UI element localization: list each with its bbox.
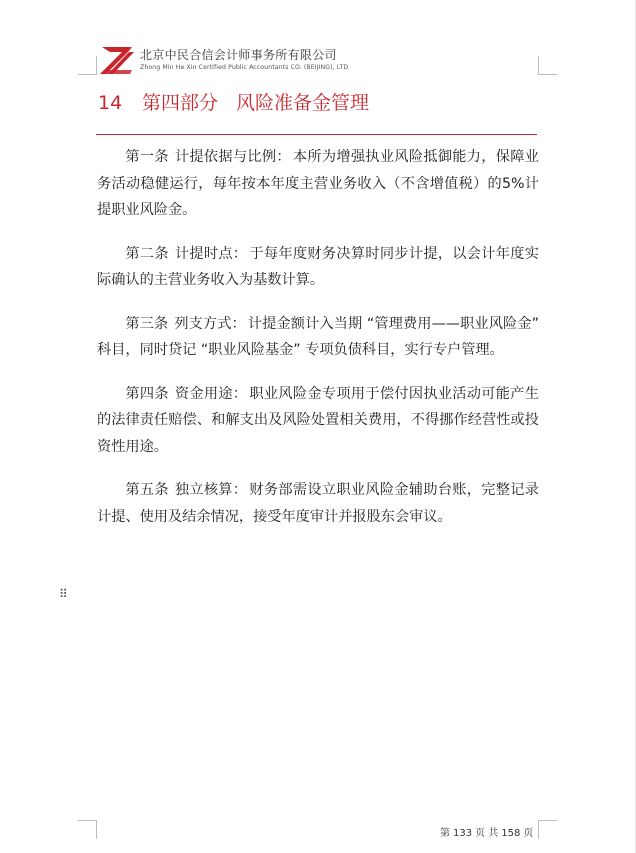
article-label: 第三条 (125, 315, 169, 332)
page-footer (440, 824, 536, 839)
crop-mark-top-right (538, 56, 557, 75)
section-part: 第四部分 (142, 92, 219, 114)
article-label: 第一条 (125, 149, 169, 165)
crop-mark-bottom-left (78, 820, 97, 839)
company-name-cn: 北京中民合信会计师事务所有限公司 (140, 48, 337, 62)
article-text: 于每年度财务决算时同步计提，以会计年度实际确认的主营业务收入为基数计算。 (97, 245, 539, 288)
article-text: 计提金额计入当期 “管理费用——职业风险金” 科目，同时贷记 “职业风险基金” 专项负债科目，实行专户管理。 (97, 315, 539, 358)
article-paragraph (97, 241, 539, 294)
article-topic: 独立核算： (174, 482, 248, 498)
section-title (98, 88, 369, 115)
article-topic: 计提依据与比例： (174, 149, 291, 165)
page-prefix: 第 (440, 828, 450, 839)
document-body (97, 144, 539, 547)
page-mid: 页 共 (475, 828, 499, 839)
article-topic: 列支方式： (174, 315, 246, 332)
article-label: 第四条 (125, 385, 169, 402)
page-current: 133 (453, 828, 473, 839)
company-name-en: Zhong Min He Xin Certified Public Accountants CO. (BEIJING), LTD (140, 64, 349, 71)
article-text: 财务部需设立职业风险金辅助台账，完整记录计提、使用及结余情况，接受年度审计并报股东会审议。 (97, 482, 539, 525)
article-label: 第五条 (125, 482, 169, 498)
section-number: 14 (98, 92, 123, 114)
page-total: 158 (501, 828, 521, 839)
crop-mark-top-left (78, 56, 97, 75)
article-paragraph (97, 311, 539, 364)
title-divider (96, 134, 537, 135)
article-paragraph (97, 477, 539, 530)
company-logo-icon (96, 44, 136, 76)
article-paragraph (97, 144, 539, 224)
page-suffix: 页 (523, 828, 534, 839)
crop-mark-bottom-right (538, 820, 557, 839)
drag-handle-icon[interactable]: ⠿ (59, 587, 69, 601)
article-text: 职业风险金专项用于偿付因执业活动可能产生的法律责任赔偿、和解支出及风险处置相关费用，不得挪作经营性或投资性用途。 (97, 385, 539, 455)
page-header (96, 40, 536, 80)
article-paragraph (97, 381, 539, 461)
article-topic: 资金用途： (174, 385, 248, 402)
article-topic: 计提时点： (174, 245, 248, 262)
article-label: 第二条 (125, 245, 169, 262)
article-text: 本所为增强执业风险抵御能力，保障业务活动稳健运行，每年按本年度主营业务收入（不含增值税）的5%计提职业风险金。 (97, 149, 539, 218)
section-heading: 风险准备金管理 (236, 92, 370, 114)
